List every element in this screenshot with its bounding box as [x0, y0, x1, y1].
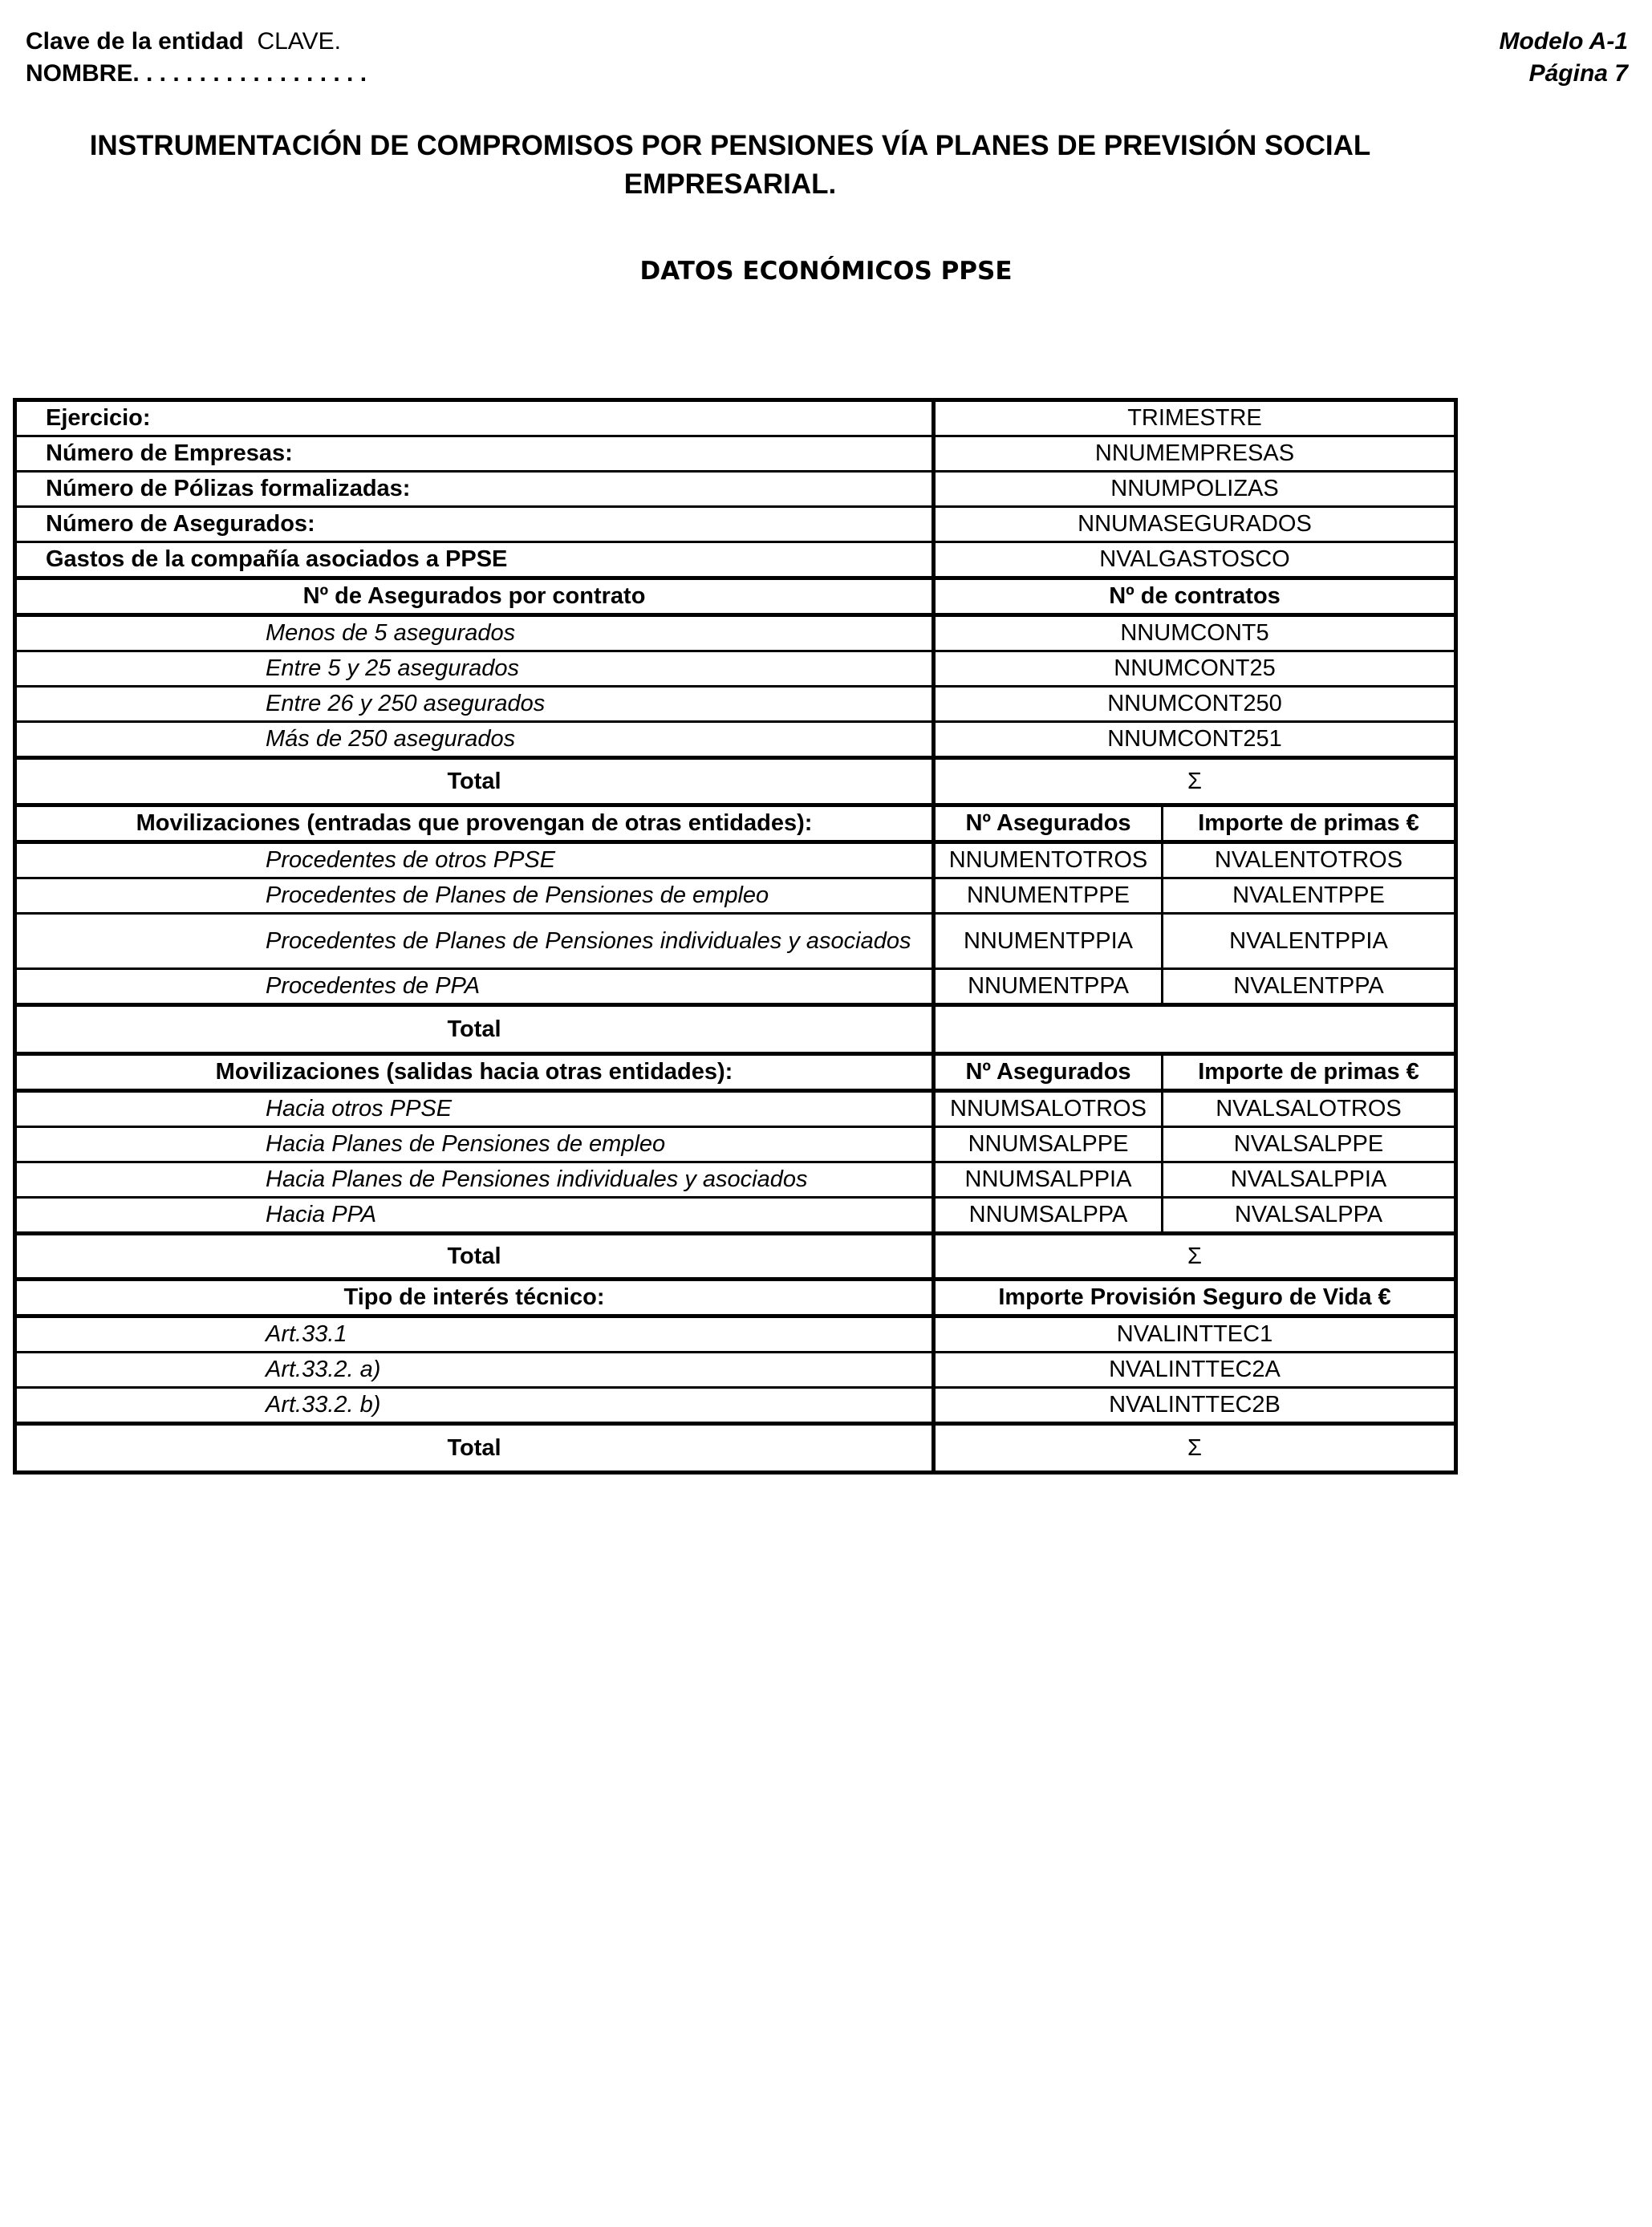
- table-row: Procedentes de Planes de Pensiones de empleo NNUMENTPPE NVALENTPPE: [15, 878, 1456, 914]
- table-row: Art.33.2. a) NVALINTTEC2A: [15, 1353, 1456, 1388]
- table-row: Hacia otros PPSE NNUMSALOTROS NVALSALOTROS: [15, 1091, 1456, 1127]
- table-row: Gastos de la compañía asociados a PPSE NVALGASTOSCO: [15, 542, 1456, 578]
- section-header-salidas: Movilizaciones (salidas hacia otras entidades): Nº Asegurados Importe de primas €: [15, 1054, 1456, 1091]
- table-row: Art.33.1 NVALINTTEC1: [15, 1316, 1456, 1353]
- clave-label: Clave de la entidad: [26, 28, 244, 55]
- table-row: Hacia Planes de Pensiones de empleo NNUMSALPPE NVALSALPPE: [15, 1127, 1456, 1162]
- ppse-data-table: [13, 398, 1458, 1475]
- table-row: Número de Empresas: NNUMEMPRESAS: [15, 436, 1456, 472]
- table-row: Menos de 5 asegurados NNUMCONT5: [15, 615, 1456, 651]
- section-header-entradas: Movilizaciones (entradas que provengan de otras entidades): Nº Asegurados Importe de primas €: [15, 805, 1456, 842]
- table-row: Ejercicio: TRIMESTRE: [15, 400, 1456, 436]
- section-header-contratos: Nº de Asegurados por contrato Nº de contratos: [15, 578, 1456, 615]
- table-row: Procedentes de Planes de Pensiones individuales y asociados NNUMENTPPIA NVALENTPPIA: [15, 914, 1456, 969]
- pagina-label: Página 7: [1528, 60, 1628, 87]
- table-row: Entre 5 y 25 asegurados NNUMCONT25: [15, 651, 1456, 687]
- table-row: Número de Pólizas formalizadas: NNUMPOLIZAS: [15, 472, 1456, 507]
- modelo-label: Modelo A-1: [1499, 28, 1628, 55]
- table-row: Hacia Planes de Pensiones individuales y asociados NNUMSALPPIA NVALSALPPIA: [15, 1162, 1456, 1198]
- entity-header: [26, 26, 367, 90]
- total-row: Total: [15, 1005, 1456, 1054]
- table-row: Procedentes de otros PPSE NNUMENTOTROS NVALENTOTROS: [15, 842, 1456, 878]
- table-row: Hacia PPA NNUMSALPPA NVALSALPPA: [15, 1198, 1456, 1234]
- section-header-interes: Tipo de interés técnico: Importe Provisión Seguro de Vida €: [15, 1280, 1456, 1316]
- table-row: Procedentes de PPA NNUMENTPPA NVALENTPPA: [15, 969, 1456, 1005]
- model-header: [1499, 26, 1628, 90]
- total-row: Total Σ: [15, 1424, 1456, 1473]
- table-row: Más de 250 asegurados NNUMCONT251: [15, 722, 1456, 758]
- table-row: Número de Asegurados: NNUMASEGURADOS: [15, 507, 1456, 542]
- page-title: INSTRUMENTACIÓN DE COMPROMISOS POR PENSIONES VÍA PLANES DE PREVISIÓN SOCIAL EMPRESARIAL.: [89, 130, 1371, 200]
- nombre-label: NOMBRE. . . . . . . . . . . . . . . . . .: [26, 60, 367, 87]
- clave-value: CLAVE.: [257, 28, 341, 55]
- table-row: Entre 26 y 250 asegurados NNUMCONT250: [15, 687, 1456, 722]
- total-row: Total Σ: [15, 1234, 1456, 1280]
- total-row: Total Σ: [15, 758, 1456, 805]
- section-subtitle: DATOS ECONÓMICOS PPSE: [639, 257, 1013, 286]
- table-row: Art.33.2. b) NVALINTTEC2B: [15, 1388, 1456, 1424]
